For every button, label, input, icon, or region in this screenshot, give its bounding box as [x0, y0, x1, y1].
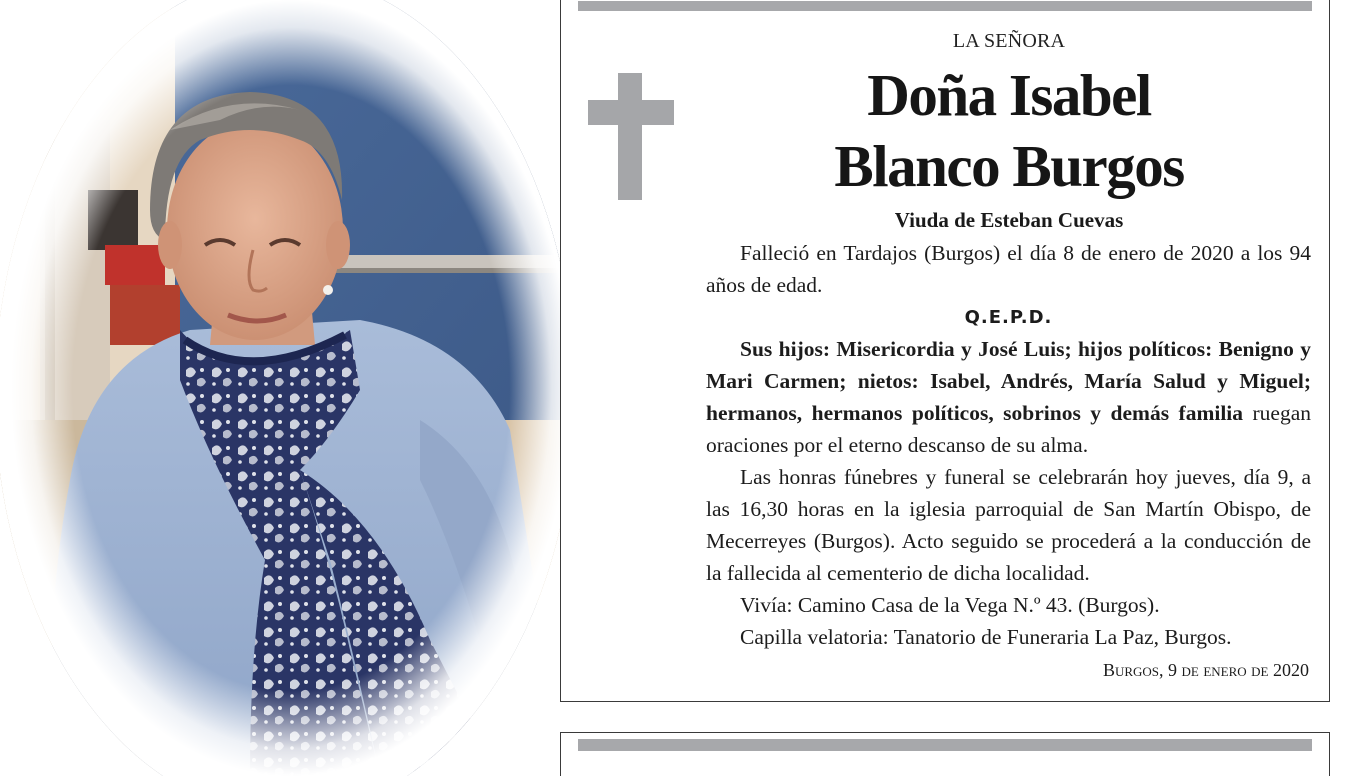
kicker-title: LA SEÑORA [952, 30, 1066, 52]
qepd-label: Q.E.P.D. [964, 307, 1053, 328]
card-top-bar [578, 1, 1312, 11]
portrait-illustration [0, 0, 560, 776]
portrait-photo [0, 0, 560, 776]
death-notice: Falleció en Tardajos (Burgos) el día 8 de enero de 2020 a los 94 años de edad. [706, 241, 1311, 297]
next-card [560, 732, 1330, 776]
obituary-body [706, 237, 1311, 653]
deceased-name [741, 60, 1277, 202]
place-date: Burgos, 9 de enero de 2020 [1102, 660, 1309, 680]
chapel: Capilla velatoria: Tanatorio de Funeraria La Paz, Burgos. [740, 625, 1232, 649]
widow-of: Viuda de Esteban Cuevas [894, 208, 1124, 232]
family-request: ruegan oraciones por el eterno descanso de su alma. [706, 401, 1311, 457]
family-paragraph [706, 333, 1311, 461]
next-card-top-bar [578, 739, 1312, 751]
family-list: Sus hijos: Misericordia y José Luis; hijos políticos: Benigno y Mari Carmen; nietos: Isabel, Andrés, María Salud y Miguel; hermanos, hermanos políticos, sobrinos y demás familia [706, 337, 1311, 425]
funeral-details: Las honras fúnebres y funeral se celebrarán hoy jueves, día 9, a las 16,30 horas en la iglesia parroquial de San Martín Obispo, de Mecerreyes (Burgos). Acto seguido se procederá a la conducción de la fallecida al cementerio de dicha localidad. [706, 465, 1311, 585]
name-line-2: Blanco Burgos [834, 133, 1184, 199]
residence: Vivía: Camino Casa de la Vega N.º 43. (Burgos). [740, 593, 1160, 617]
name-line-1: Doña Isabel [867, 62, 1151, 128]
cross-icon-bar [588, 100, 674, 125]
cross-icon [618, 73, 642, 200]
obituary-card [560, 0, 1330, 702]
